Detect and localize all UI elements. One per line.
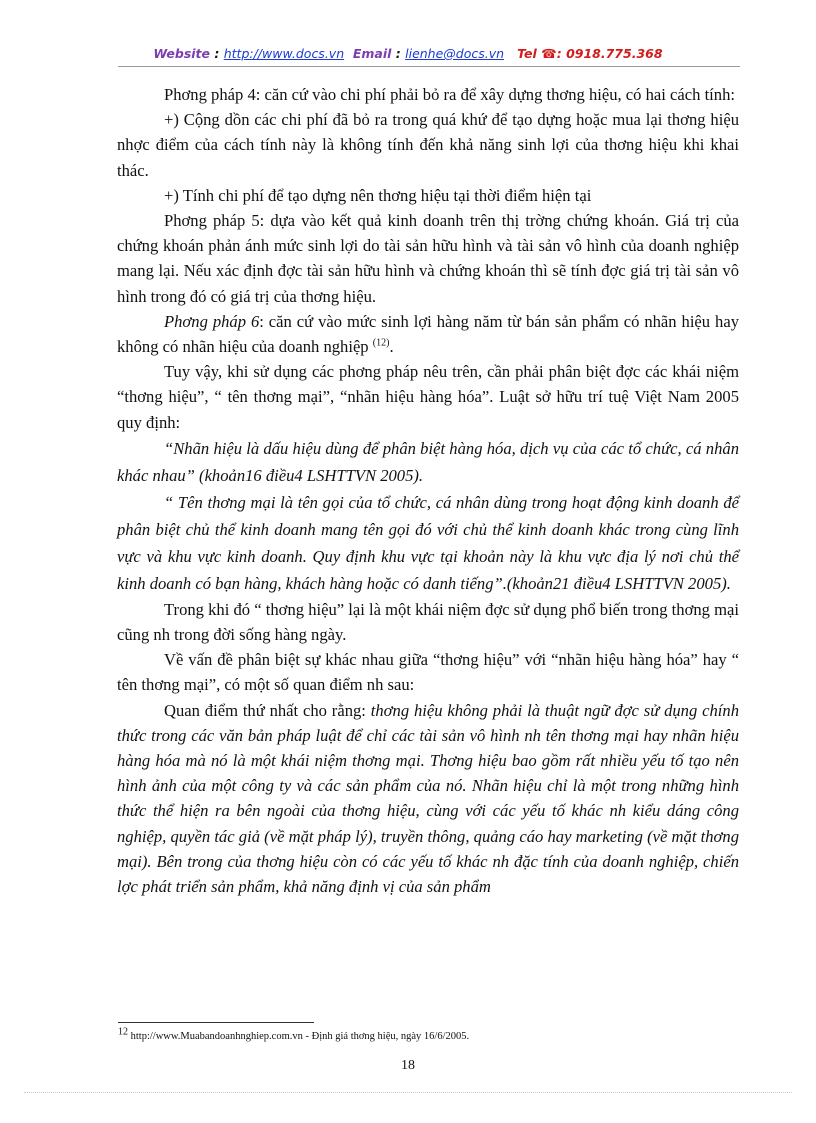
paragraph-text: Về vấn đề phân biệt sự khác nhau giữa “thơng hiệu” với “nhãn hiệu hàng hóa” hay “ tên thơng mại”, có một số quan điểm nh sau:	[117, 650, 739, 695]
footnote-number: 12	[118, 1026, 128, 1038]
footnote-text: http://www.Muabandoanhnghiep.com.vn - Định giá thơng hiệu, ngày 16/6/2005.	[130, 1031, 470, 1042]
paragraph-text: Tuy vậy, khi sử dụng các phơng pháp nêu trên, cần phải phân biệt đợc các khái niệm “thơng hiệu”, “ tên thơng mại”, “nhãn hiệu hàng hóa”. Luật sở hữu trí tuệ Việt Nam 2005 quy định:	[117, 362, 739, 432]
page-header: Website : http://www.docs.vn Email : lienhe@docs.vn Tel ☎: 0918.775.368	[153, 46, 663, 61]
page-number: 18	[401, 1058, 415, 1073]
page-bottom-border	[24, 1092, 792, 1093]
paragraph-text: : căn cứ vào mức sinh lợi hàng năm từ bán sản phẩm có nhãn hiệu hay không có nhãn hiệu của doanh nghiệp	[117, 311, 739, 357]
paragraph-current-cost	[117, 183, 739, 208]
quote-trademark	[117, 435, 739, 489]
paragraph-distinction	[117, 647, 739, 697]
document-body	[117, 82, 739, 899]
email-label: Email	[352, 46, 392, 61]
first-view-lead: Quan điểm thứ nhất cho rằng:	[164, 700, 366, 720]
footnote-ref[interactable]: (12)	[372, 337, 390, 349]
website-link[interactable]: http://www.docs.vn	[223, 46, 345, 61]
quote-trade-name	[117, 489, 739, 597]
paragraph-brand-concept	[117, 597, 739, 647]
paragraph-cumulative-cost	[117, 107, 739, 183]
paragraph-method-6	[117, 309, 739, 359]
header-divider	[118, 66, 740, 67]
paragraph-method-5	[117, 208, 739, 309]
paragraph-text: Phơng pháp 4: căn cứ vào chi phí phải bỏ ra để xây dựng thơng hiệu, có hai cách tính:	[164, 85, 736, 104]
paragraph-first-view	[117, 698, 739, 900]
paragraph-method-4	[117, 82, 739, 107]
paragraph-text: thơng hiệu không phải là thuật ngữ đợc sử dụng chính thức trong các văn bản pháp luật để chỉ các tài sản vô hình nh tên thơng mại hay nhãn hiệu hàng hóa mà nó là một khái niệm thơng mại. Thơng hiệu bao gồm rất nhiều yếu tố tạo nên hình ảnh của một công ty và các sản phẩm của nó. Nhãn hiệu chỉ là một trong những hình thức thể hiện ra bên ngoài của thơng hiệu, cùng với các yếu tố khác nh kiểu dáng công nghiệp, quyền tác giả (về mặt pháp lý), truyền thông, quảng cáo hay marketing (về mặt thơng mại). Bên trong của thơng hiệu còn có các yếu tố khác nh đặc tính của doanh nghiệp, chiến lợc phát triển sản phẩm, khả năng định vị của sản phẩm	[117, 700, 739, 897]
sentence-end: .	[389, 337, 394, 357]
phone-number: Tel ☎: 0918.775.368	[517, 46, 663, 61]
paragraph-text: “ Tên thơng mại là tên gọi của tổ chức, cá nhân dùng trong hoạt động kinh doanh để phân biệt chủ thể kinh doanh mang tên gọi đó với chủ thể kinh doanh khác trong cùng lĩnh vực và khu vực kinh doanh. Quy định khu vực tại khoản này là khu vực địa lý nơi chủ thể kinh doanh có bạn hàng, khách hàng hoặc có danh tiếng”.(khoản21 điều4 LSHTTVN 2005).	[117, 492, 739, 593]
paragraph-concepts	[117, 359, 739, 435]
footnote	[118, 1026, 470, 1042]
footnote-divider	[118, 1022, 314, 1023]
method-6-lead: Phơng pháp 6	[164, 311, 260, 331]
paragraph-text: Trong khi đó “ thơng hiệu” lại là một khái niệm đợc sử dụng phổ biến trong thơng mại cũng nh trong đời sống hàng ngày.	[117, 599, 739, 645]
paragraph-text: +) Tính chi phí để tạo dựng nên thơng hiệu tại thời điểm hiện tại	[164, 185, 592, 205]
paragraph-text: +) Cộng dồn các chi phí đã bỏ ra trong quá khứ để tạo dựng hoặc mua lại thơng hiệu nhợc điểm của cách tính này là không tính đến khả năng sinh lợi của thơng hiệu khi khai thác.	[117, 110, 739, 180]
website-label: Website	[153, 46, 211, 61]
paragraph-text: Phơng pháp 5: dựa vào kết quả kinh doanh trên thị trờng chứng khoán. Giá trị của chứng khoán phản ánh mức sinh lợi do tài sản hữu hình và tài sản vô hình của doanh nghiệp mang lại. Nếu xác định đợc tài sản hữu hình và chứng khoán thì sẽ tính đợc giá trị tài sản vô hình trong đó có giá trị của thơng hiệu.	[117, 211, 739, 306]
email-link[interactable]: lienhe@docs.vn	[405, 46, 505, 61]
paragraph-text: “Nhãn hiệu là dấu hiệu dùng để phân biệt hàng hóa, dịch vụ của các tổ chức, cá nhân khác nhau” (khoản16 điều4 LSHTTVN 2005).	[117, 438, 739, 485]
